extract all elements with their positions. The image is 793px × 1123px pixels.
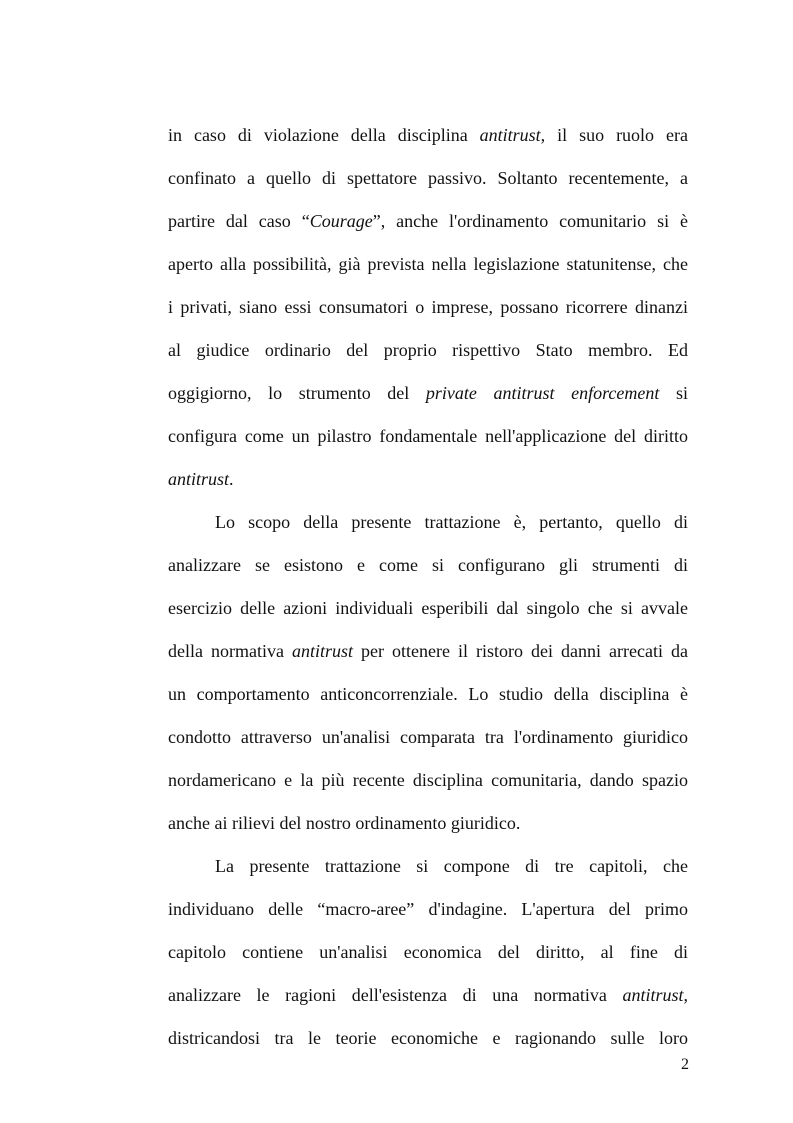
text-line: confinato a quello di spettatore passivo. Soltanto recentemente, a	[168, 168, 688, 188]
page-number: 2	[681, 1056, 689, 1073]
text-line: capitolo contiene un'analisi economica del diritto, al fine di	[168, 942, 688, 962]
text-line: un comportamento anticoncorrenziale. Lo studio della disciplina è	[168, 684, 688, 704]
text-line: analizzare se esistono e come si configurano gli strumenti di	[168, 555, 688, 575]
text-line: partire dal caso “Courage”, anche l'ordinamento comunitario si è	[168, 211, 688, 231]
text-line: antitrust.	[168, 469, 234, 489]
paragraph-1	[168, 114, 688, 501]
text-line: anche ai rilievi del nostro ordinamento giuridico.	[168, 813, 521, 833]
text-line: al giudice ordinario del proprio rispettivo Stato membro. Ed	[168, 340, 688, 360]
text-line: configura come un pilastro fondamentale nell'applicazione del diritto	[168, 426, 688, 446]
body-text	[168, 114, 688, 1060]
text-line: La presente trattazione si compone di tre capitoli, che	[215, 856, 688, 876]
paragraph-2	[168, 501, 688, 845]
text-line: analizzare le ragioni dell'esistenza di una normativa antitrust,	[168, 985, 688, 1005]
text-line: Lo scopo della presente trattazione è, pertanto, quello di	[215, 512, 688, 532]
text-line: esercizio delle azioni individuali esperibili dal singolo che si avvale	[168, 598, 688, 618]
text-line: della normativa antitrust per ottenere il ristoro dei danni arrecati da	[168, 641, 688, 661]
text-line: districandosi tra le teorie economiche e ragionando sulle loro	[168, 1028, 688, 1048]
text-line: aperto alla possibilità, già prevista nella legislazione statunitense, che	[168, 254, 688, 274]
text-line: i privati, siano essi consumatori o imprese, possano ricorrere dinanzi	[168, 297, 688, 317]
paragraph-3	[168, 845, 688, 1060]
text-line: condotto attraverso un'analisi comparata tra l'ordinamento giuridico	[168, 727, 688, 747]
text-line: in caso di violazione della disciplina antitrust, il suo ruolo era	[168, 125, 688, 145]
text-line: individuano delle “macro-aree” d'indagine. L'apertura del primo	[168, 899, 688, 919]
text-line: nordamericano e la più recente disciplina comunitaria, dando spazio	[168, 770, 688, 790]
text-line: oggigiorno, lo strumento del private antitrust enforcement si	[168, 383, 688, 403]
